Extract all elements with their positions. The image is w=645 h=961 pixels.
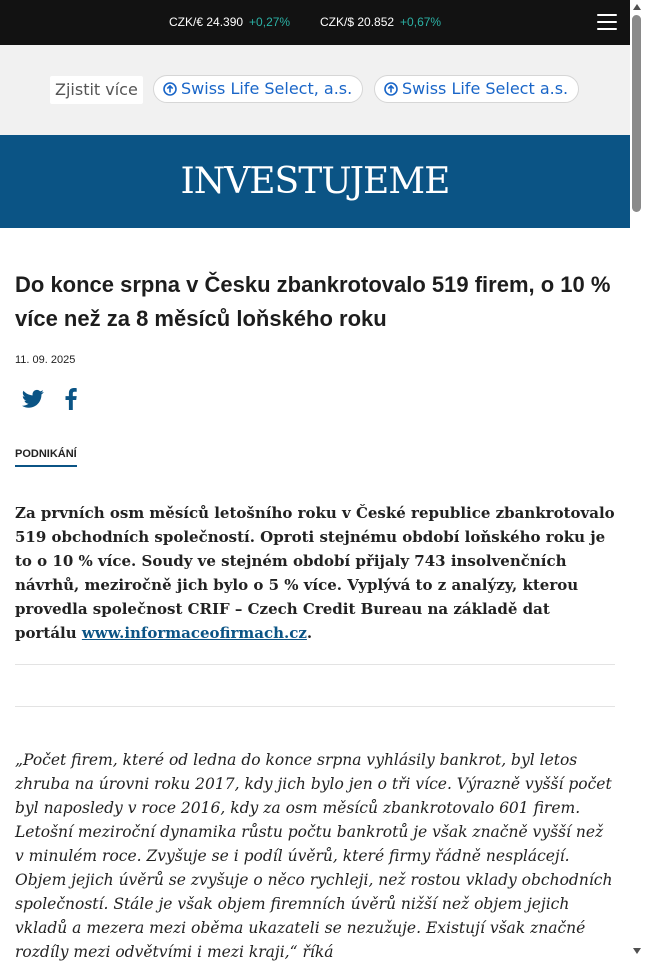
rate-eur-change: +0,27% — [249, 15, 291, 29]
lead-text: Za prvních osm měsíců letošního roku v České republice zbankrotovalo 519 obchodních společností. Oproti stejnému období loňského roku je to o 10 % více. Soudy ve stejném období přijaly 743 insolvenčních návrhů, meziročně jich bylo o 5 % více. Vyplývá to z analýzy, kterou provedla společnost CRIF – Czech Credit Bureau na základě dat portálu — [15, 504, 615, 642]
ad-info-icon — [384, 82, 398, 96]
article-title: Do konce srpna v Česku zbankrotovalo 519 firem, o 10 % více než za 8 měsíců loňského roku — [15, 272, 611, 331]
ad-chip-swiss-life-2[interactable] — [374, 75, 579, 103]
article-quote: „Počet firem, které od ledna do konce srpna vyhlásily bankrot, byl letos zhruba na úrovni roku 2017, kdy jich bylo jen o tři více. Výrazně vyšší počet byl naposledy v roce 2016, kdy za osm měsíců zbankrotovalo 601 firem. Letošní meziroční dynamika růstu počtu bankrotů je však značně vyšší než v minulém roce. Zvyšuje se i podíl úvěrů, které firmy řádně nesplácejí. Objem jejich úvěrů se zvyšuje o něco rychleji, než rostou vklady obchodních společností. Stále je však objem firemních úvěrů nižší než objem jejich vkladů a mezera mezi oběma ukazateli se nezužuje. Existují však značné rozdíly mezi odvětvími i mezi kraji,“ říká — [15, 751, 613, 961]
article-date: 11. 09. 2025 — [15, 354, 76, 366]
source-link[interactable]: www.informaceofirmach.cz — [81, 624, 307, 642]
scroll-thumb[interactable] — [632, 15, 641, 212]
lead-end: . — [306, 624, 313, 642]
brand-header — [0, 135, 630, 228]
article-lead — [15, 501, 615, 645]
rate-eur-value: CZK/€ 24.390 — [169, 15, 244, 29]
ad-bar — [0, 45, 630, 135]
scroll-down-arrow-icon[interactable] — [633, 948, 641, 954]
scroll-up-arrow-icon[interactable] — [633, 4, 641, 10]
site-logo[interactable]: INVESTUJEME — [180, 161, 450, 202]
rate-usd-change: +0,67% — [400, 15, 442, 29]
rate-usd — [320, 15, 441, 29]
category-tag[interactable]: PODNIKÁNÍ — [15, 448, 77, 467]
ad-info-icon — [163, 82, 177, 96]
rate-usd-value: CZK/$ 20.852 — [320, 15, 395, 29]
ad-chip-label: Swiss Life Select a.s. — [402, 79, 569, 98]
top-bar — [0, 0, 630, 45]
ad-chip-label: Swiss Life Select, a.s. — [181, 79, 353, 98]
divider — [15, 664, 615, 665]
facebook-icon[interactable] — [64, 388, 78, 410]
divider — [15, 706, 615, 707]
hamburger-menu-icon[interactable] — [597, 14, 617, 31]
ad-chip-swiss-life-1[interactable] — [153, 75, 363, 103]
rate-eur — [169, 15, 290, 29]
scrollbar[interactable] — [630, 0, 645, 961]
twitter-icon[interactable] — [22, 389, 44, 409]
ad-more-info[interactable]: Zjistit více — [50, 76, 143, 104]
